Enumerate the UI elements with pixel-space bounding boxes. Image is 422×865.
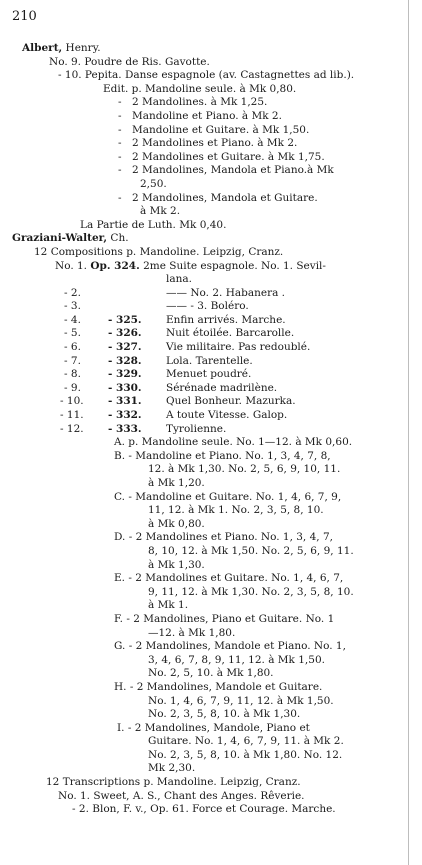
piece-line: - 6. - 327. Vie militaire. Pas redoublé. (64, 341, 311, 354)
edition-line: 11, 12. à Mk 1. No. 2, 3, 5, 8, 10. (148, 504, 324, 517)
edition-line: B. - Mandoline et Piano. No. 1, 3, 4, 7, 8, (114, 449, 331, 462)
edition-line: 12. à Mk 1,30. No. 2, 5, 6, 9, 10, 11. (148, 463, 341, 476)
piece-line: - 4. - 325. Enfin arrivés. Marche. (64, 313, 286, 326)
piece-line: No. 1. Op. 324. 2me Suite espagnole. No. 1. Sevil- (55, 259, 326, 272)
edition-line: D. - 2 Mandolines et Piano. No. 1, 3, 4, 7, (114, 531, 333, 544)
edition-line: Edit. p. Mandoline seule. à Mk 0,80. (103, 82, 297, 95)
edition-line: à Mk 1. (148, 599, 189, 612)
edition-line: - 2 Mandolines, Mandola et Piano.à Mk (118, 164, 334, 177)
edition-line: No. 1, 4, 6, 7, 9, 11, 12. à Mk 1,50. (148, 694, 334, 707)
page-number: 210 (12, 9, 37, 24)
piece-line: - 8. - 329. Menuet poudré. (64, 368, 252, 381)
edition-line: No. 2, 3, 5, 8, 10. à Mk 1,80. No. 12. (148, 748, 343, 761)
edition-line: - 2 Mandolines, Mandola et Guitare. (118, 191, 318, 204)
edition-line: - 2 Mandolines et Guitare. à Mk 1,75. (118, 150, 325, 163)
entry-line: - 10. Pepita. Danse espagnole (av. Castagnettes ad lib.). (58, 69, 355, 82)
edition-line: I. - 2 Mandolines, Mandole, Piano et (117, 721, 310, 734)
edition-line: G. - 2 Mandolines, Mandole et Piano. No. 1, (114, 640, 346, 653)
edition-line: Mk 2,30. (148, 762, 196, 775)
edition-line: 9, 11, 12. à Mk 1,30. No. 2, 3, 5, 8, 10. (148, 585, 354, 598)
composer-given-name: Henry. (62, 42, 101, 54)
edition-line: à Mk 1,30. (148, 558, 205, 571)
edition-line: H. - 2 Mandolines, Mandole et Guitare. (114, 680, 323, 693)
piece-line: lana. (166, 273, 192, 286)
edition-line: No. 2, 3, 5, 8, 10. à Mk 1,30. (148, 708, 301, 721)
composer-heading-graziani (0, 232, 410, 246)
edition-line: à Mk 2. (140, 205, 181, 218)
edition-line: —12. à Mk 1,80. (148, 626, 236, 639)
edition-line: A. p. Mandoline seule. No. 1—12. à Mk 0,60. (114, 436, 353, 449)
edition-line: 3, 4, 6, 7, 8, 9, 11, 12. à Mk 1,50. (148, 653, 325, 666)
edition-line: 2,50. (140, 177, 167, 190)
edition-line: - Mandoline et Piano. à Mk 2. (118, 109, 282, 122)
edition-line: à Mk 0,80. (148, 517, 205, 530)
edition-line: à Mk 1,20. (148, 477, 205, 489)
composer-name: Albert, (22, 42, 63, 54)
edition-line: Guitare. No. 1, 4, 6, 7, 9, 11. à Mk 2. (148, 735, 344, 748)
collection-line: 12 Compositions p. Mandoline. Leipzig, Cranz. (34, 245, 284, 258)
piece-line: - 10. - 331. Quel Bonheur. Mazurka. (60, 395, 296, 408)
piece-line: - 5. - 326. Nuit étoilée. Barcarolle. (64, 327, 295, 340)
piece-line: - 9. - 330. Sérénade madrilène. (64, 381, 278, 394)
edition-line: - 2 Mandolines et Piano. à Mk 2. (118, 137, 298, 150)
piece-line: - 7. - 328. Lola. Tarentelle. (64, 354, 253, 367)
edition-line: - Mandoline et Guitare. à Mk 1,50. (118, 123, 310, 136)
edition-line: F. - 2 Mandolines, Piano et Guitare. No. 1 (114, 612, 335, 625)
page-content (0, 42, 410, 817)
edition-line: No. 2, 5, 10. à Mk 1,80. (148, 667, 274, 680)
edition-line: C. - Mandoline et Guitare. No. 1, 4, 6, 7, 9, (114, 490, 342, 503)
composer-given-name: Ch. (107, 232, 129, 245)
transcriptions-title: 12 Transcriptions p. Mandoline. Leipzig, Cranz. (46, 776, 301, 789)
piece-line: - 12. - 333. Tyrolienne. (60, 422, 227, 435)
composer-heading-albert (0, 42, 410, 56)
transcription-item: No. 1. Sweet, A. S., Chant des Anges. Rêverie. (58, 789, 305, 802)
piece-line: - 11. - 332. A toute Vitesse. Galop. (60, 409, 288, 422)
piece-line: - 2. —— No. 2. Habanera . (64, 286, 286, 299)
partie-line: La Partie de Luth. Mk 0,40. (80, 218, 227, 231)
edition-line: - 2 Mandolines. à Mk 1,25. (118, 96, 268, 109)
piece-line: - 3. —— - 3. Boléro. (64, 300, 249, 313)
composer-name: Graziani-Walter, (12, 232, 108, 245)
edition-line: 8, 10, 12. à Mk 1,50. No. 2, 5, 6, 9, 11. (148, 544, 354, 557)
transcription-item: - 2. Blon, F. v., Op. 61. Force et Courage. Marche. (72, 803, 336, 816)
edition-line: E. - 2 Mandolines et Guitare. No. 1, 4, 6, 7, (114, 572, 344, 585)
entry-line: No. 9. Poudre de Ris. Gavotte. (49, 55, 210, 68)
